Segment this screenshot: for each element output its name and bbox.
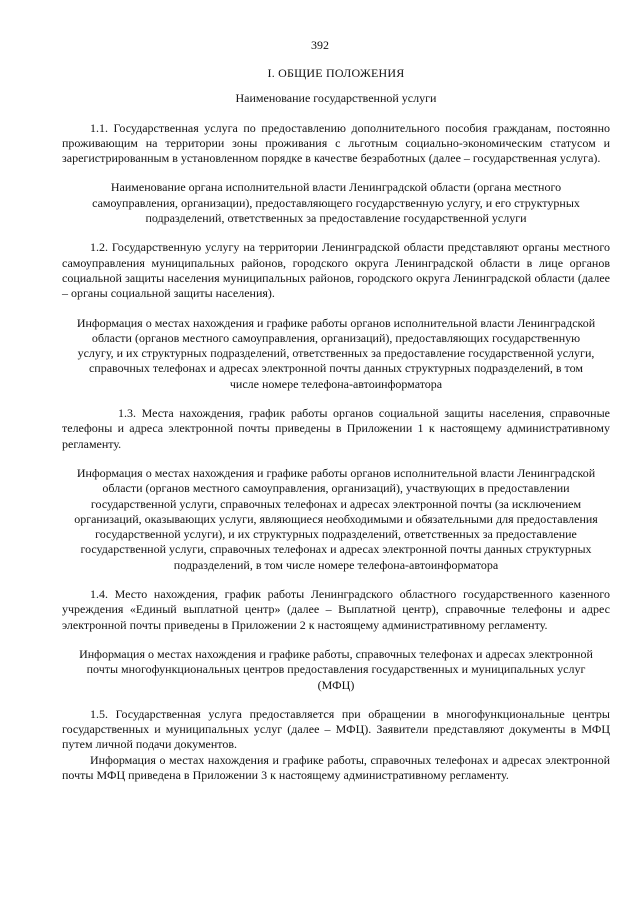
paragraph-1-1: 1.1. Государственная услуга по предоставлению дополнительного пособия гражданам, постоянно проживающим на территории зоны проживания с льготным социально-экономическим статусом и зарегистрированным в установленном порядке в качестве безработных (далее – государственная услуга). xyxy=(62,120,610,166)
document-body xyxy=(62,66,610,797)
paragraph-1-2: 1.2. Государственную услугу на территории Ленинградской области представляют органы местного самоуправления муниципальных районов, городского округа Ленинградской области в лице органов социальной защиты населения муниципальных районов, городского округа Ленинградской области (далее – органы социальной защиты населения). xyxy=(62,240,610,301)
locations-heading: Информация о местах нахождения и графике работы органов исполнительной власти Ленинградской области (органов местного самоуправления, организаций), предоставляющих государственную услугу, и их структурных подразделений, ответственных за предоставление государственной услуги, справочных телефонах и адресах электронной почты данных структурных подразделений, в том числе номере телефона-автоинформатора xyxy=(76,315,596,391)
mfc-heading: Информация о местах нахождения и графике работы, справочных телефонах и адресах электронной почты многофункциональных центров предоставления государственных и муниципальных услуг (МФЦ) xyxy=(79,646,593,692)
participating-bodies-heading: Информация о местах нахождения и графике работы органов исполнительной власти Ленинградской области (органов местного самоуправления, организаций), участвующих в предоставлении государственной услуги, справочных телефонах и адресах электронной почты (за исключением организаций, оказывающих услуги, являющиеся необходимыми и обязательными для предоставления государственной услуги), и их структурных подразделений, ответственных за предоставление государственной услуги, справочных телефонах и адресах электронной почты данных структурных подразделений, в том числе номере телефона-автоинформатора xyxy=(74,465,598,572)
service-name-heading: Наименование государственной услуги xyxy=(235,91,437,106)
paragraph-1-3: 1.3. Места нахождения, график работы органов социальной защиты населения, справочные телефоны и адреса электронной почты приведены в Приложении 1 к настоящему административному регламенту. xyxy=(62,406,610,451)
authority-heading: Наименование органа исполнительной власти Ленинградской области (органа местного самоуправления, организации), предоставляющего государственную услугу, и его структурных подразделений, ответственных за предоставление государственной услуги xyxy=(92,180,580,226)
paragraph-mfc-info: Информация о местах нахождения и графике работы, справочных телефонах и адресах электронной почты МФЦ приведена в Приложении 3 к настоящему административному регламенту. xyxy=(62,752,610,782)
section-title: I. ОБЩИЕ ПОЛОЖЕНИЯ xyxy=(267,66,405,80)
paragraph-1-4: 1.4. Место нахождения, график работы Ленинградского областного государственного казенного учреждения «Единый выплатной центр» (далее – Выплатной центр), справочные телефоны и адрес электронной почты приведены в Приложении 2 к настоящему административному регламенту. xyxy=(62,587,610,632)
paragraph-1-5: 1.5. Государственная услуга предоставляется при обращении в многофункциональные центры государственных и муниципальных услуг (далее – МФЦ). Заявители представляют документы в МФЦ путем личной подачи документов. xyxy=(62,706,610,752)
page-number: 392 xyxy=(311,38,329,52)
